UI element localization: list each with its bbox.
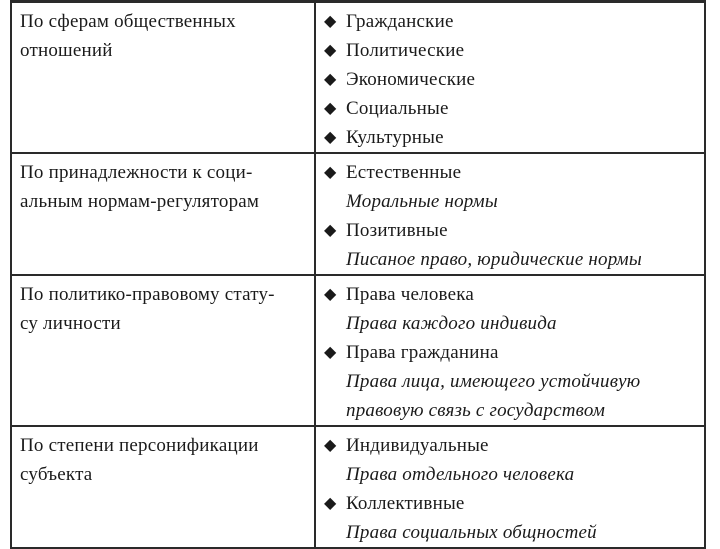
- diamond-bullet-icon: ◆: [324, 13, 337, 30]
- diamond-bullet-icon: ◆: [324, 437, 337, 454]
- kind-label: Коллективные: [346, 493, 465, 514]
- criterion-cell: [11, 275, 315, 426]
- kind-example: Права лица, имеющего устойчивую: [346, 371, 641, 392]
- criterion-cell: [11, 2, 315, 154]
- kind-example: Писаное право, юридические нормы: [346, 249, 642, 270]
- table-row: [11, 426, 705, 548]
- criterion-line: По принадлежности к соци-: [20, 162, 253, 183]
- criterion-cell: [11, 153, 315, 275]
- kind-item: [324, 36, 696, 65]
- criterion-line: По политико-правовому стату-: [20, 284, 275, 305]
- kind-item: [324, 280, 696, 309]
- kinds-cell: [315, 275, 705, 426]
- criterion-line: По степени персонификации: [20, 435, 259, 456]
- criterion-line: альным нормам-регуляторам: [20, 191, 260, 212]
- diamond-bullet-icon: ◆: [324, 344, 337, 361]
- classification-table: [10, 0, 706, 549]
- kind-item: [324, 7, 696, 36]
- kind-label: Права человека: [346, 284, 474, 305]
- kind-label: Позитивные: [346, 220, 448, 241]
- table-row: [11, 275, 705, 426]
- kinds-cell: [315, 2, 705, 154]
- kind-label: Социальные: [346, 98, 449, 119]
- kind-example: Права каждого индивида: [346, 313, 557, 334]
- table-row: [11, 2, 705, 154]
- criterion-line: отношений: [20, 40, 113, 61]
- diamond-bullet-icon: ◆: [324, 129, 337, 146]
- kind-label: Гражданские: [346, 11, 454, 32]
- kind-example: Права социальных общностей: [346, 522, 597, 543]
- kind-item: [324, 65, 696, 94]
- diamond-bullet-icon: ◆: [324, 222, 337, 239]
- kind-label: Политические: [346, 40, 465, 61]
- kind-item: [324, 489, 696, 518]
- kind-example: правовую связь с государством: [346, 400, 606, 421]
- kind-label: Индивидуальные: [346, 435, 489, 456]
- kinds-cell: [315, 153, 705, 275]
- kind-item: [324, 216, 696, 245]
- kind-item: [324, 338, 696, 367]
- kind-item: [324, 94, 696, 123]
- diamond-bullet-icon: ◆: [324, 71, 337, 88]
- diamond-bullet-icon: ◆: [324, 100, 337, 117]
- diamond-bullet-icon: ◆: [324, 286, 337, 303]
- criterion-line: су личности: [20, 313, 121, 334]
- kind-label: Права гражданина: [346, 342, 499, 363]
- table-row: [11, 153, 705, 275]
- kind-item: [324, 158, 696, 187]
- criterion-cell: [11, 426, 315, 548]
- diamond-bullet-icon: ◆: [324, 495, 337, 512]
- criterion-line: субъекта: [20, 464, 93, 485]
- kind-label: Экономические: [346, 69, 476, 90]
- kind-item: [324, 431, 696, 460]
- kind-label: Естественные: [346, 162, 462, 183]
- criterion-line: По сферам общественных: [20, 11, 236, 32]
- kind-example: Моральные нормы: [346, 191, 498, 212]
- kind-item: [324, 123, 696, 152]
- kind-example: Права отдельного человека: [346, 464, 575, 485]
- diamond-bullet-icon: ◆: [324, 42, 337, 59]
- kinds-cell: [315, 426, 705, 548]
- kind-label: Культурные: [346, 127, 444, 148]
- diamond-bullet-icon: ◆: [324, 164, 337, 181]
